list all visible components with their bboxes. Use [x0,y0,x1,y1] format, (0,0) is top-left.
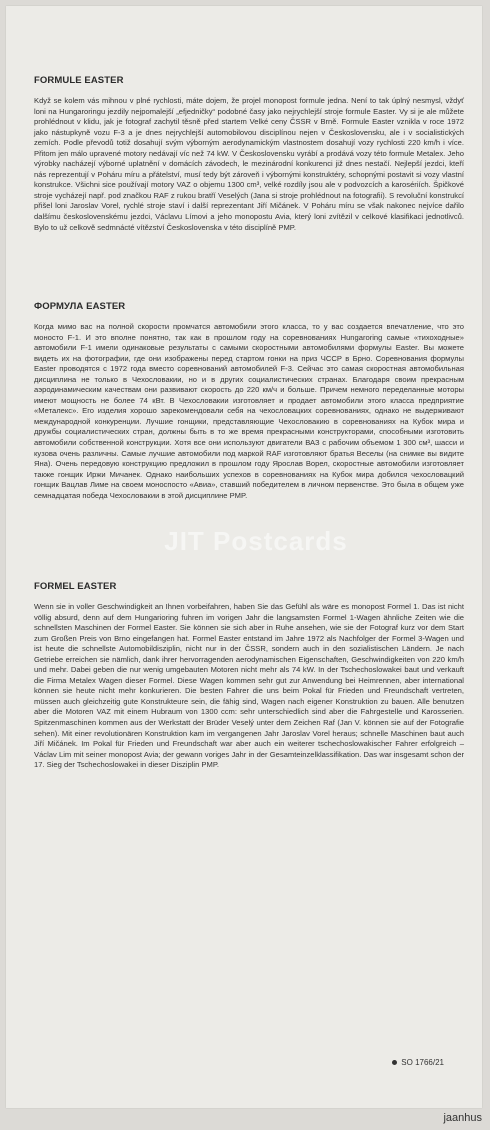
source-tag: jaanhus [443,1112,482,1124]
section-body: Wenn sie in voller Geschwindigkeit an Ihnen vorbeifahren, haben Sie das Gefühl als wäre es monopost Formel 1. Das ist nicht völlig absurd, denn auf dem Hungarioring fuhren im vorigen Jahr die langsamsten Formel 1-Wagen ähnliche Zeiten wie die schnellsten Maschinen der Formel Easter. Sie können sie sich aber in Ruhe ansehen, wie sie der Fotograf kurz vor dem Start zum Großen Preis von Brno eingefangen hat. Formel Easter entstand im Jahre 1972 als Nachfolger der Formel 3-Wagen und ist heute die schnellste Automobildisziplin, nicht nur in der ČSSR, sondern auch in den sozialistischen Ländern. Je nach Getriebe erreichen sie nämlich, dank ihrer hervorragenden aerodynamischen Eigenschaften, Geschwindigkeiten von 220 km/h und mehr. Dabei geben die nur wenig umgebauten Motoren nicht mehr als 74 kW. In der Tschechoslowakei baut und verkauft die Firma Metalex Wagen dieser Formel. Diese Wagen kommen sehr gut zur Anwendung bei Heimrennen, aber international können sie heute nicht mehr konkurieren. Die besten Fahrer die uns beim Pokal für Frieden und Freundschaft vertreten, müssen auch gleichzeitig gute Konstrukteure sein, die fähig sind, Wagen nach eigener Konstruktion zu bauen. Alle benutzen aber die Motoren VAZ mit einem Hubraum von 1300 ccm: sehr unterschiedlich sind aber die Fahrgestelle und Karosserien. Spitzenmaschinen kommen aus der Werkstatt der Brüder Veselý unter dem Zeichen Raf (Jan V. können sie auf der Fotografie sehen). Mit einer revolutionären Konstruktion kam im vergangenen Jahr Jaroslav Vorel heraus; schnelle Maschinen baut auch Jiří Mičánek. Im Pokal für Frieden und Freundschaft war aber auch ein weiterer tschechoslowakischer Fahrer erfolgreich – Václav Lim mit seiner monopost Avia; der gewann voriges Jahr in der Gesamteinzelklassifikation. Das war insgesamt schon der 17. Sieg der Tschechoslowakei in dieser Disziplin PMP. [34,602,464,770]
section-czech [34,75,464,233]
catalog-code-text: SO 1766/21 [401,1058,444,1067]
section-body: Когда мимо вас на полной скорости промчатся автомобили этого класса, то у вас создается впечатление, что это моносто F-1. И это вполне понятно, так как в прошлом году на соревнованиях Hungaroring самые «тихоходные» автомобили F-1 имели одинаковые результаты с самыми скоростными автомобилями формулы Easter. Вы можете видеть их на фотографии, где они изображены перед стартом гонки на приз ЧССР в Брно. Соревнования формулы Easter проводятся с 1972 года вместо соревнований автомобилей F-3. Сейчас это самая скоростная автомобильная дисциплина не только в Чехословакии, но и в других социалистических странах. Благодаря своим прекрасным аэродинамическим качествам они развивают скорость до 220 км/ч и больше. Причем немного переделанные моторы имеют мощность не более 74 кВт. В Чехословакии изготовляет и продает автомобили этого класса предприятие «Металекс». Его изделия хорошо зарекомендовали себя на чехословацких соревнованиях, однако не выдерживают международной конкуренции. Лучшие гонщики, представляющие Чехословакию в соревнованиях на Кубок мира и дружбы социалистических стран, должны быть в то же время прекрасными конструкторами, способными изготовить автомобили собственной конструкции. Хотя все они используют двигатели ВАЗ с рабочим объемом 1 300 см³, шасси и кузова очень различны. Самые лучшие автомобили под маркой RAF изготовляют братья Веселы (на снимке вы видите Яна). Очень передовую конструкцию предложил в прошлом году Ярослав Ворел, скоростные автомобили изготовляет также гонщик Иржи Мичанек. Однако наибольших успехов в соревнованиях на Кубок мира добился чехословацкий гонщик Вацлав Лиме на своем моноспосто «Авиа», ставший победителем в личном первенстве. Это была в общем уже семнадцатая победа Чехословакии в этой дисциплине PMP. [34,322,464,500]
bullet-icon [392,1060,397,1065]
document-sheet [6,6,482,1108]
section-russian [34,301,464,501]
section-title: FORMEL EASTER [34,581,117,592]
section-body: Když se kolem vás mihnou v plné rychlosti, máte dojem, že projel monopost formule jedna. Není to tak úplný nesmysl, vždyť loni na Hungaroringu jezdily nejpomalejší „efjedničky“ podobné časy jako nejrychlejší stroje formule Easter. Vy si je ale můžete prohlédnout v klidu, jak je fotograf zachytil těsně před startem Velké ceny ČSSR v Brně. Formule Easter vznikla v roce 1972 jako nástupkyně vozu F-3 a je dnes nejrychlejší automobilovou disciplínou nejen v Československu, ale i v socialistických zemích. Podle převodů totiž dosahují svým výborným aerodynamickým vlastnostem dosahují vozy rychlosti 220 km/h i více. Přitom jen málo upravené motory nedávají víc než 74 kW. V Československu vyrábí a prodává vozy této formule Metalex. Jeho výrobky nacházejí výborné uplatnění v domácích závodech, le mezinárodní konkurenci již dnes nestačí. Nejlepší jezdci, kteří nás reprezentují v Poháru míru a přátelství, musí tedy být zároveň i výbornými konstruktéry, schopnými postavit si vozy vlastní konstrukce. Všichni sice používají motory VAZ o objemu 1300 cm³, velké rozdíly jsou ale v podvozcích a karosériích. Špičkové stroje vycházejí např. pod značkou RAF z rukou bratří Veselých (Jana si stroje prohlédnout na fotografii). S revoluční konstrukcí přišel loni Jaroslav Vorel, rychlé stroje staví i další reprezentant Jiří Mičánek. V Poháru míru se však nakonec nejvíce dařilo dalšímu československému jezdci, Václavu Límovi a jeho monopostu Avia, který loni zvítězil v celkové klasifikaci jednotlivců. Bylo to už celkově sedmnácté vítězství Československa v této disciplíně PMP. [34,96,464,232]
watermark: JIT Postcards [164,526,348,556]
section-german [34,581,464,771]
section-title: ФОРМУЛА EASTER [34,301,126,312]
catalog-code [392,1058,444,1067]
section-title: FORMULE EASTER [34,75,124,86]
